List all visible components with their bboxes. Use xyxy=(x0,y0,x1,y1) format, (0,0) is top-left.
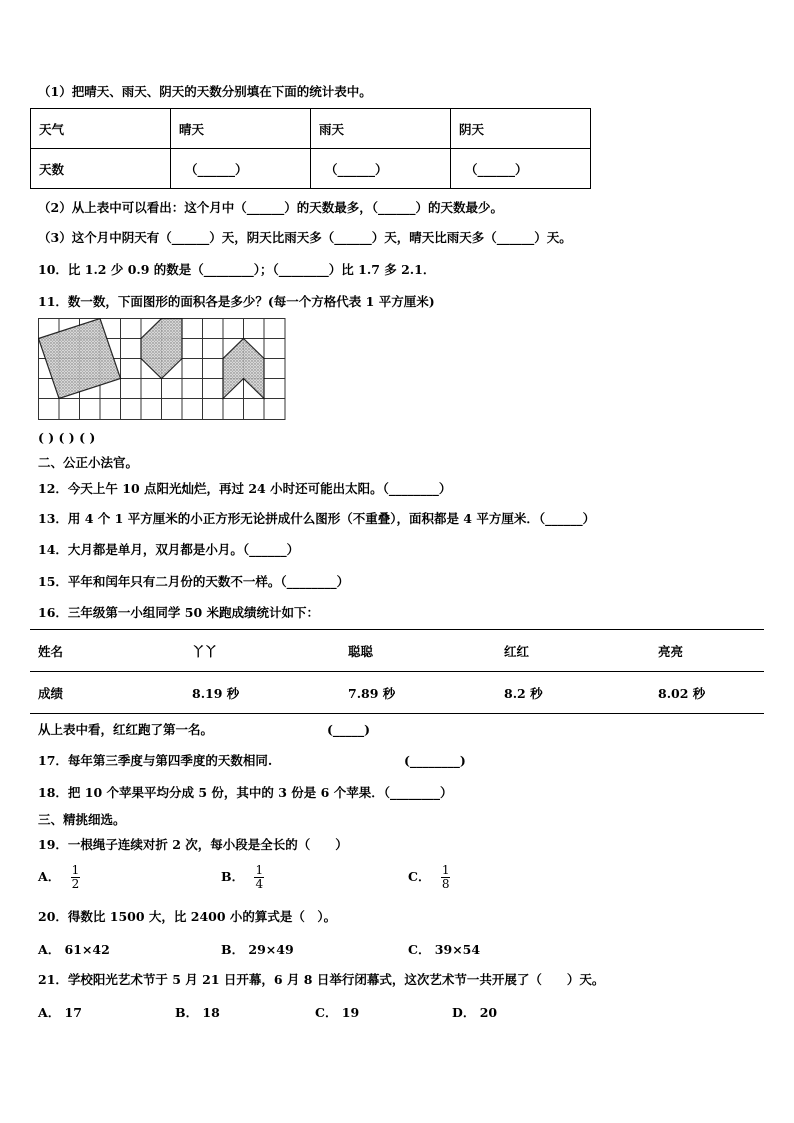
fraction xyxy=(441,864,451,891)
option-label: A． xyxy=(38,869,61,884)
area-grid-figure xyxy=(38,318,286,424)
option-label: C． xyxy=(408,869,431,884)
answer-blank[interactable]: (_____) xyxy=(327,722,371,737)
table-cell: 8.02 秒 xyxy=(650,672,764,714)
table-row xyxy=(30,672,764,714)
q21-option-b[interactable]: B． 18 xyxy=(175,1005,220,1020)
q13: 13．用 4 个 1 平方厘米的小正方形无论拼成什么图形（不重叠），面积都是 4 平方厘米．（______） xyxy=(38,511,596,526)
q15: 15．平年和闰年只有二月份的天数不一样。（________） xyxy=(38,574,350,589)
table-row xyxy=(31,109,591,149)
grid-svg xyxy=(38,318,286,420)
q19-option-c[interactable] xyxy=(408,864,450,891)
answer-blank[interactable]: （______） xyxy=(311,149,451,189)
q11-answers: ( ) ( ) ( ) xyxy=(38,430,96,445)
weather-table xyxy=(30,108,591,189)
q12: 12．今天上午 10 点阳光灿烂，再过 24 小时还可能出太阳。（________） xyxy=(38,481,452,496)
q10: 10．比 1.2 少 0.9 的数是（________）；（________）比 1.7 多 2.1． xyxy=(38,262,436,277)
q21-option-d[interactable]: D． 20 xyxy=(452,1005,498,1020)
answer-blank[interactable]: （______） xyxy=(171,149,311,189)
answer-blank[interactable]: （______） xyxy=(451,149,591,189)
q14: 14．大月都是单月，双月都是小月。（______） xyxy=(38,542,300,557)
fraction-denominator: 8 xyxy=(441,877,450,891)
fraction xyxy=(71,864,81,891)
q20-option-c[interactable]: C． 39×54 xyxy=(408,942,481,957)
table-cell: 天气 xyxy=(31,109,171,149)
tilted-square-shape xyxy=(39,319,121,399)
table-cell: 成绩 xyxy=(30,672,184,714)
table-cell: 红红 xyxy=(496,630,650,672)
q21-option-a[interactable]: A． 17 xyxy=(38,1005,82,1020)
section-3-heading: 三、精挑细选。 xyxy=(38,812,126,827)
fraction xyxy=(254,864,264,891)
table-cell: 聪聪 xyxy=(340,630,496,672)
q9-part3: （3）这个月中阴天有（______）天，阴天比雨天多（______）天，晴天比雨天多（______）天。 xyxy=(38,230,572,245)
q16-text: 16．三年级第一小组同学 50 米跑成绩统计如下： xyxy=(38,605,319,620)
q21-option-c[interactable]: C． 19 xyxy=(315,1005,360,1020)
table-cell: 阴天 xyxy=(451,109,591,149)
table-cell: 8.2 秒 xyxy=(496,672,650,714)
table-cell: 姓名 xyxy=(30,630,184,672)
table-cell: 晴天 xyxy=(171,109,311,149)
fraction-denominator: 2 xyxy=(71,877,80,891)
table-row xyxy=(31,149,591,189)
q18: 18．把 10 个苹果平均分成 5 份，其中的 3 份是 6 个苹果．（________） xyxy=(38,785,453,800)
q21-text: 21．学校阳光艺术节于 5 月 21 日开幕，6 月 8 日举行闭幕式，这次艺术节一共开展了（ ）天。 xyxy=(38,972,605,987)
q9-part1: （1）把晴天、雨天、阴天的天数分别填在下面的统计表中。 xyxy=(38,84,372,99)
table-cell: 7.89 秒 xyxy=(340,672,496,714)
table-cell: 丫丫 xyxy=(184,630,340,672)
fraction-numerator: 1 xyxy=(441,863,450,877)
answer-blank[interactable]: (________) xyxy=(404,753,466,768)
fraction-numerator: 1 xyxy=(255,863,264,877)
table-cell: 天数 xyxy=(31,149,171,189)
q9-part2: （2）从上表中可以看出：这个月中（______）的天数最多，（______）的天数最少。 xyxy=(38,200,503,215)
section-2-heading: 二、公正小法官。 xyxy=(38,455,139,470)
option-label: B． xyxy=(221,869,245,884)
q16-statement: 从上表中看，红红跑了第一名。 xyxy=(38,722,214,737)
fraction-denominator: 4 xyxy=(255,877,264,891)
q19-option-b[interactable] xyxy=(221,864,264,891)
q20-text: 20．得数比 1500 大，比 2400 小的算式是（ ）。 xyxy=(38,909,337,924)
table-cell: 亮亮 xyxy=(650,630,764,672)
table-cell: 8.19 秒 xyxy=(184,672,340,714)
q20-option-a[interactable]: A． 61×42 xyxy=(38,942,110,957)
q19-text: 19．一根绳子连续对折 2 次，每小段是全长的（ ） xyxy=(38,837,348,852)
octagon-shape xyxy=(141,319,182,379)
running-scores-table xyxy=(30,629,764,714)
q11-text: 11．数一数，下面图形的面积各是多少？(每一个方格代表 1 平方厘米) xyxy=(38,294,435,309)
table-cell: 雨天 xyxy=(311,109,451,149)
q19-option-a[interactable] xyxy=(38,864,80,891)
table-row xyxy=(30,630,764,672)
q17: 17．每年第三季度与第四季度的天数相同. xyxy=(38,753,273,768)
q20-option-b[interactable]: B． 29×49 xyxy=(221,942,294,957)
fraction-numerator: 1 xyxy=(71,863,80,877)
